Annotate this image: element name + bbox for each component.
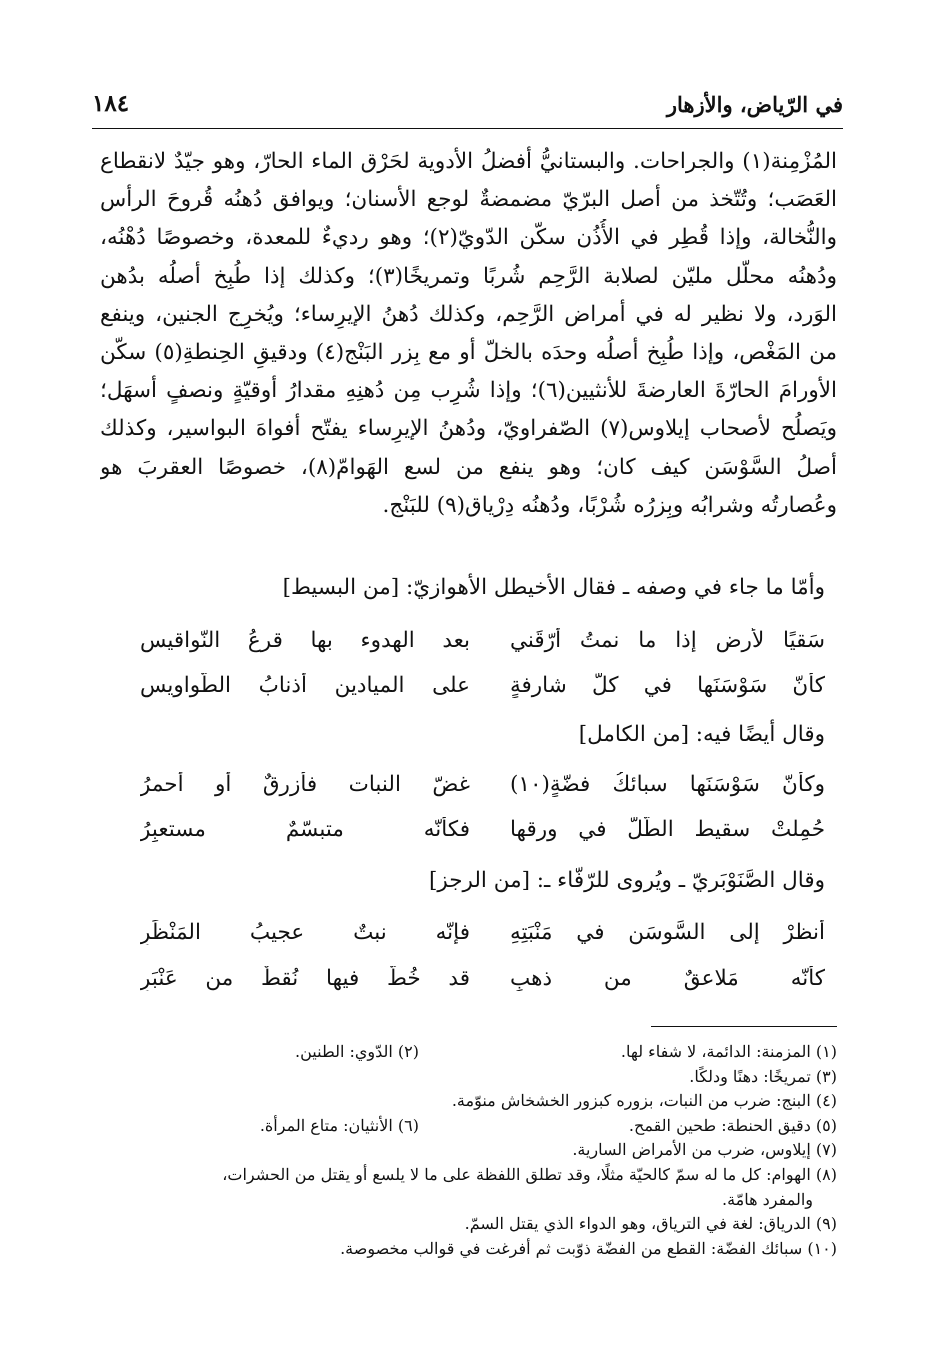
verse xyxy=(140,966,825,1006)
verse-second-hemistich: بعد الهدوء بها قرعُ النّواقيسِ xyxy=(140,628,470,653)
footnote-line xyxy=(98,1040,837,1065)
footnote-line xyxy=(98,1237,837,1262)
text-line: الأورامَ الحارّةَ العارضةَ للأنثيين(٦)؛ وإذا شُرِب مِن دُهنِهِ مقدارُ أوقيّةٍ ونصفٍ أسهَل؛ xyxy=(100,378,837,404)
verse-second-hemistich: فإنّه نبتٌ عجيبُ المَنْظَرِ xyxy=(140,920,470,945)
footnote-line xyxy=(98,1188,837,1213)
footnote: (٩) الدرياق: لغة في الترياق، وهو الدواء الذي يقتل السمّ. xyxy=(464,1214,837,1234)
main-text xyxy=(100,143,837,525)
footnote: (٥) دقيق الحنطة: طحين القمح. xyxy=(628,1115,837,1135)
poem-intro: وقال أيضًا فيه: [من الكامل] xyxy=(578,722,825,747)
verse-second-hemistich: قد خُطَّ فيها نُقطٌ من عَنْبَرِ xyxy=(140,966,470,991)
footnote: (٨) الهوام: كل ما له سمّ كالحيّة مثلًا، وقد تطلق اللفظة على ما لا يلسع أو يقتل من الحشرات، xyxy=(222,1164,837,1184)
verse-first-hemistich: حُمِلتْ سقيط الطّلّ في ورقها xyxy=(510,817,825,842)
poem-intro: وقال الصَّنَوْبَريّ ـ ويُروى للرّفّاء ـ: [من الرجز] xyxy=(428,868,825,893)
footnote: (٦) الأنثيان: متاع المرأة. xyxy=(259,1115,419,1135)
verse xyxy=(140,920,825,960)
verse-first-hemistich: وكأنّ سَوْسَنَها سبائكُ فضّةٍ(١٠) xyxy=(510,772,825,797)
footnotes xyxy=(98,1040,837,1261)
verse xyxy=(140,673,825,713)
footnote-line xyxy=(98,1114,837,1139)
footnote: (١٠) سبائك الفضّة: القطع من الفضّة ذوّبت ثم أفرغت في قوالب مخصوصة. xyxy=(340,1238,837,1258)
verse-first-hemistich: كأنّه مَلاعقٌ من ذهبٍ xyxy=(510,966,825,991)
footnote-line xyxy=(98,1163,837,1188)
verse-first-hemistich: كأنّ سَوْسَنَها في كلّ شارفةٍ xyxy=(510,673,825,698)
verse xyxy=(140,817,825,857)
footnote-continuation: والمفرد هامّة. xyxy=(722,1189,813,1209)
text-line: الوَرد، ولا نظير له في أمراض الرَّحِم، وكذلك دُهنُ الإيرِساء؛ ويُخرِج الجنين، وينفع xyxy=(100,301,837,327)
running-header xyxy=(92,88,843,129)
verse xyxy=(140,772,825,812)
footnote-separator xyxy=(651,1026,837,1027)
text-line: العَصَب؛ وتُتّخذ من أصل البرّيّ مضمضةٌ لوجع الأسنان؛ ويوافق دُهنُه قُروحَ الرأس xyxy=(100,187,837,213)
text-line: أصلُ السَّوْسَن كيف كان؛ وهو ينفع من لسع الهَوامّ(٨)، خصوصًا العقربَ هو xyxy=(100,454,837,480)
footnote-line xyxy=(98,1138,837,1163)
text-line: من المَغْص، وإذا طُبِخ أصلُه وحدَه بالخلّ أو مع بِزر البَنْج(٤) ودقيقِ الحِنطةِ(٥) سكّن xyxy=(100,339,837,365)
footnote: (٤) البنج: ضرب من النبات، بزوره كبزور الخشخاش منوّمة. xyxy=(451,1091,837,1111)
text-line: ودُهنُه محلّل مليّن لصلابة الرَّحِم شُربًا وتمريخًا(٣)؛ وكذلك إذا طُبِخ أصلُه بدُهن xyxy=(100,263,837,289)
verse-first-hemistich: سَقيًا لأرضٍ إذا ما نمتُ أرّقَني xyxy=(510,628,825,653)
text-line: وعُصارتُه وشرابُه وبِزرُه شُرْبًا، ودُهنُه دِرْياق(٩) للبَنْج. xyxy=(382,492,837,518)
footnote-line xyxy=(98,1089,837,1114)
verse-first-hemistich: أُنظرْ إلى السَّوسَنِ في مَنْبَتِهِ xyxy=(510,920,825,945)
running-title: في الرّياض، والأزهار xyxy=(666,92,843,117)
footnote: (١) المزمنة: الدائمة، لا شفاء لها. xyxy=(620,1042,837,1061)
verse-second-hemistich: غضّ النبات فأزرقٌ أو أحمرُ xyxy=(140,772,470,797)
footnote: (٢) الدّوي: الطنين. xyxy=(295,1042,419,1061)
footnote-line xyxy=(98,1212,837,1237)
footnote: (٧) إيلاوس، ضرب من الأمراض السارية. xyxy=(572,1140,837,1160)
text-line: المُزْمِنة(١) والجراحات. والبستانيُّ أفضلُ الأدوية لحَرْق الماء الحارّ، وهو جيّدٌ لانقطاع xyxy=(100,149,837,174)
footnote: (٣) تمريخًا: دهنًا ودلكًا. xyxy=(689,1066,837,1086)
text-line: والنُّخالة، وإذا قُطِر في الأُذُن سكّن الدّويّ(٢)؛ وهو رديءٌ للمعدة، وخصوصًا دُهْنُه، xyxy=(100,225,837,251)
verse-second-hemistich: فكأنّه متبسّمٌ مستعبِرُ xyxy=(140,817,470,842)
poem-intro: وأمّا ما جاء في وصفه ـ فقال الأخيطل الأهوازيّ: [من البسيط] xyxy=(282,575,825,600)
footnote-line xyxy=(98,1065,837,1090)
verse-second-hemistich: على الميادين أذنابُ الطّواويسِ xyxy=(140,673,470,698)
verse xyxy=(140,628,825,668)
text-line: ويَصلُح لأصحاب إيلاوس(٧) الصّفراويّ، ودُهنُ الإيرِساء يفتّح أفواهَ البواسير، وكذلك xyxy=(100,416,837,442)
page-number: ١٨٤ xyxy=(92,90,130,117)
